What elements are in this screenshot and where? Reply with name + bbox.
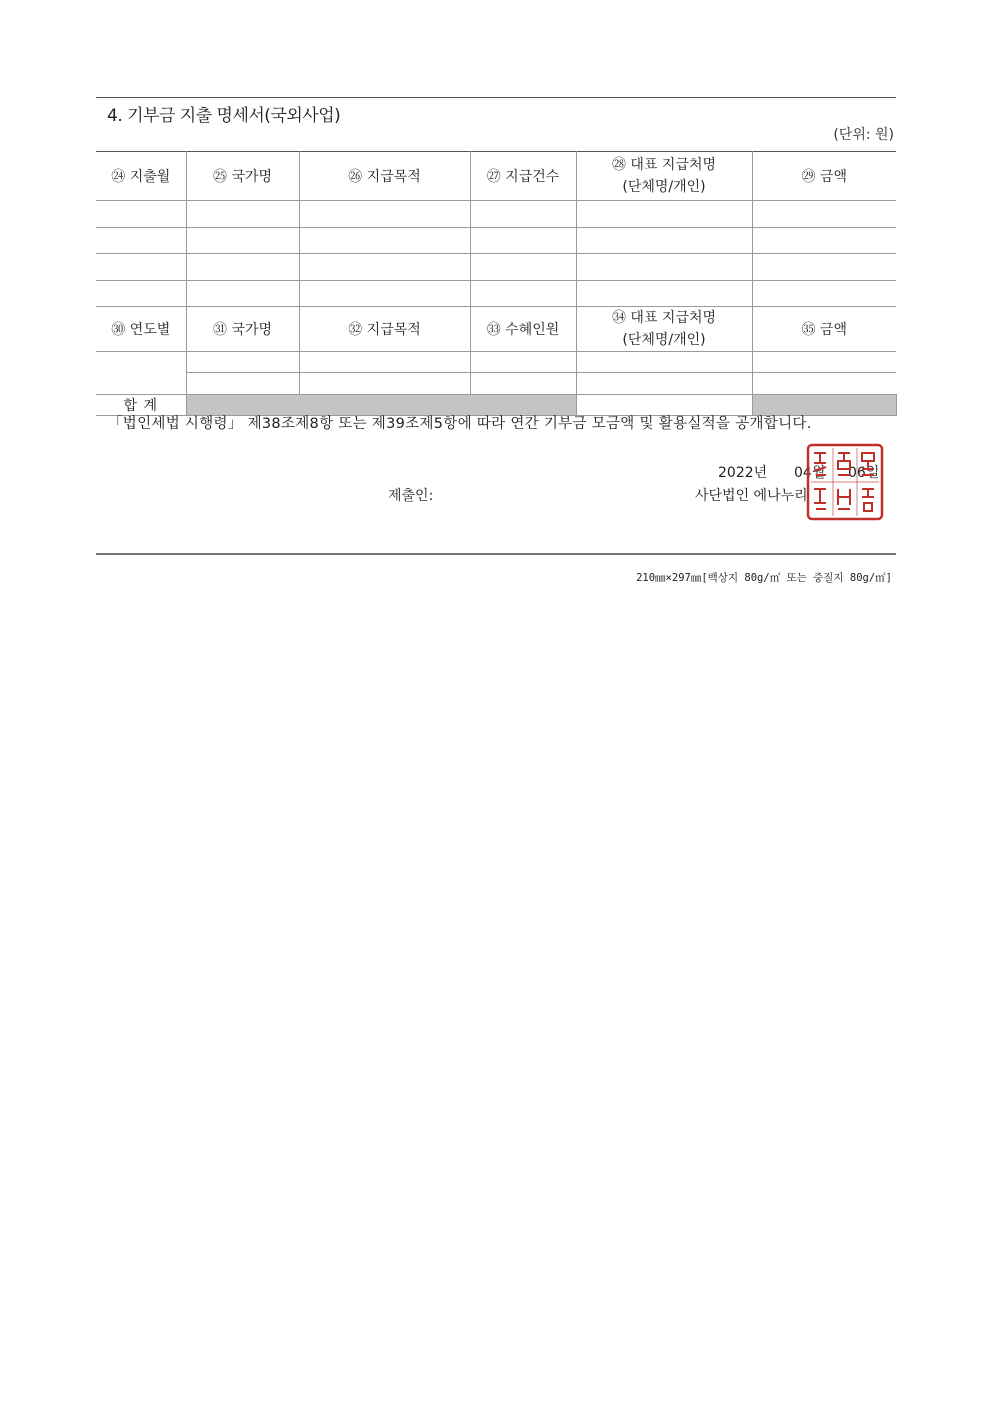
table-row — [96, 201, 896, 228]
official-seal-icon — [806, 443, 884, 521]
col-header-purpose: ㉜ 지급목적 — [299, 307, 470, 352]
col-header-recipient: ㉞ 대표 지급처명 (단체명/개인) — [576, 307, 752, 352]
table-row — [96, 352, 896, 373]
section-title: 4. 기부금 지출 명세서(국외사업) — [107, 106, 341, 126]
col-header-year: ㉚ 연도별 — [96, 307, 186, 352]
table-row — [96, 281, 896, 307]
col-header-purpose: ㉖ 지급목적 — [299, 152, 470, 201]
date-day: 06일 — [848, 465, 880, 481]
table-row — [96, 228, 896, 254]
col-header-amount: ㉟ 금액 — [752, 307, 896, 352]
date-year: 2022년 — [718, 465, 768, 481]
bottom-rule — [96, 553, 896, 555]
total-label: 합 계 — [96, 395, 186, 416]
disclosure-note: 「법인세법 시행령」 제38조제8항 또는 제39조제5항에 따라 연간 기부금 모금액 및 활용실적을 공개합니다. — [108, 416, 812, 432]
col-header-amount: ㉙ 금액 — [752, 152, 896, 201]
col-header-count: ㉗ 지급건수 — [470, 152, 576, 201]
col-header-country: ㉕ 국가명 — [186, 152, 299, 201]
table-row — [96, 373, 896, 395]
table1-header-row — [96, 152, 896, 201]
submitter-name: 사단법인 에나누리 — [695, 488, 808, 504]
col-header-recipient: ㉘ 대표 지급처명 (단체명/개인) — [576, 152, 752, 201]
unit-label: (단위: 원) — [833, 127, 894, 143]
submitter-label: 제출인: — [388, 488, 434, 504]
col-header-beneficiaries: ㉝ 수혜인원 — [470, 307, 576, 352]
top-rule — [96, 97, 896, 98]
table2-header-row — [96, 307, 896, 352]
col-header-month: ㉔ 지출월 — [96, 152, 186, 201]
paper-spec: 210㎜×297㎜[백상지 80g/㎡ 또는 중질지 80g/㎡] — [636, 572, 892, 584]
expenditure-table — [96, 151, 896, 416]
col-header-country: ㉛ 국가명 — [186, 307, 299, 352]
date-month: 04월 — [794, 465, 826, 481]
table-row — [96, 254, 896, 281]
